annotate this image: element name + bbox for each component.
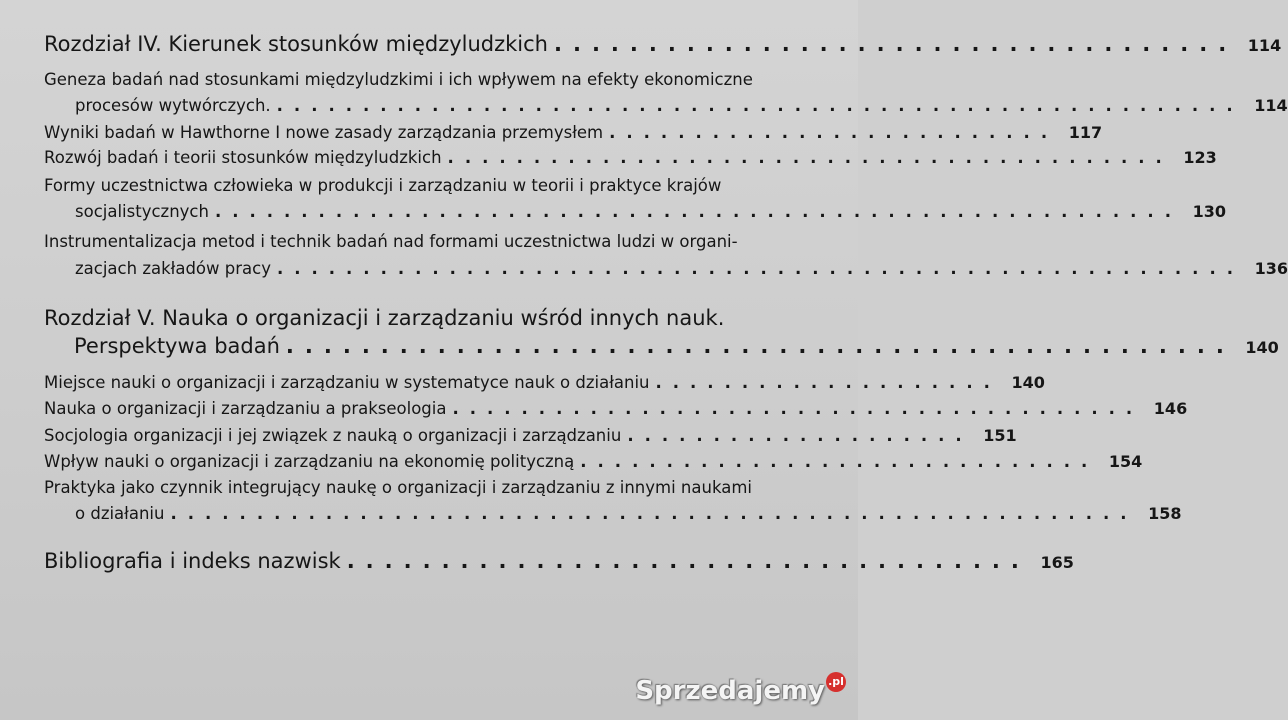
toc-entry-10: [75, 504, 1182, 523]
toc-entry-7-page: 146: [1153, 399, 1188, 418]
chapter-4-page: 114: [1247, 36, 1282, 55]
dot-leader: ........................................................: [170, 504, 1138, 523]
chapter-5-title-line1: Rozdział V. Nauka o organizacji i zarządzaniu wśród innych nauk.: [44, 306, 725, 330]
dot-leader: ........................................: [452, 399, 1144, 418]
chapter-5-heading: [74, 334, 1279, 358]
toc-entry-5-page: 136: [1254, 259, 1288, 278]
watermark-badge: .pl: [826, 672, 846, 692]
bibliography-title: Bibliografia i indeks nazwisk: [44, 549, 341, 573]
dot-leader: ........................................................: [276, 96, 1244, 115]
toc-entry-5-line2: zacjach zakładów pracy: [75, 259, 271, 278]
dot-leader: ....................: [655, 373, 1001, 392]
toc-entry-6: [44, 373, 1045, 392]
toc-entry-1: [75, 96, 1288, 115]
bibliography-page: 165: [1040, 553, 1074, 572]
toc-entry-6-page: 140: [1011, 373, 1045, 392]
toc-entry-9-page: 154: [1108, 452, 1143, 471]
toc-entry-8-title: Socjologia organizacji i jej związek z nauką o organizacji i zarządzaniu: [44, 426, 622, 445]
toc-entry-7: [44, 399, 1188, 418]
toc-entry-2-title: Wyniki badań w Hawthorne I nowe zasady zarządzania przemysłem: [44, 123, 604, 142]
toc-entry-4-page: 130: [1192, 202, 1226, 221]
toc-entry-4: [75, 202, 1226, 221]
bibliography-heading: [44, 549, 1074, 573]
dot-leader: ..................................................: [285, 334, 1235, 358]
toc-entry-8-page: 151: [983, 426, 1017, 445]
toc-entry-6-title: Miejsce nauki o organizacji i zarządzaniu w systematyce nauk o działaniu: [44, 373, 650, 392]
toc-entry-3: [44, 148, 1217, 167]
toc-entry-4-line2: socjalistycznych: [75, 202, 209, 221]
toc-entry-8: [44, 426, 1017, 445]
toc-entry-9: [44, 452, 1143, 471]
toc-entry-1-page: 114: [1254, 96, 1288, 115]
toc-entry-2: [44, 123, 1103, 142]
chapter-4-heading: [44, 32, 1282, 56]
toc-entry-3-title: Rozwój badań i teorii stosunków międzyludzkich: [44, 148, 442, 167]
toc-entry-1-line1: Geneza badań nad stosunkami międzyludzkimi i ich wpływem na efekty ekonomiczne: [44, 70, 753, 89]
toc-entry-10-line2: o działaniu: [75, 504, 165, 523]
sprzedajemy-watermark: [635, 676, 846, 706]
toc-entry-10-line1: Praktyka jako czynnik integrujący naukę o organizacji i zarządzaniu z innymi naukami: [44, 478, 752, 497]
toc-entry-5: [75, 259, 1288, 278]
dot-leader: ........................................................: [214, 202, 1182, 221]
dot-leader: ....................................: [346, 549, 1030, 573]
toc-entry-1-line2: procesów wytwórczych.: [75, 96, 271, 115]
chapter-5-title-line2: Perspektywa badań: [74, 334, 280, 358]
toc-entry-5-line1: Instrumentalizacja metod i technik badań nad formami uczestnictwa ludzi w organi-: [44, 232, 738, 251]
watermark-text: Sprzedajemy: [635, 676, 825, 706]
dot-leader: ..............................: [580, 452, 1099, 471]
dot-leader: ....................................: [554, 32, 1238, 56]
chapter-4-title: Rozdział IV. Kierunek stosunków międzyludzkich: [44, 32, 548, 56]
dot-leader: ....................: [627, 426, 973, 445]
dot-leader: ..........................: [609, 123, 1059, 142]
toc-entry-4-line1: Formy uczestnictwa człowieka w produkcji i zarządzaniu w teorii i praktyce krajów: [44, 176, 722, 195]
toc-entry-10-page: 158: [1148, 504, 1182, 523]
toc-entry-7-title: Nauka o organizacji i zarządzaniu a prakseologia: [44, 399, 447, 418]
dot-leader: ..........................................: [447, 148, 1173, 167]
toc-entry-3-page: 123: [1183, 148, 1217, 167]
dot-leader: ........................................................: [276, 259, 1244, 278]
toc-entry-9-title: Wpływ nauki o organizacji i zarządzaniu na ekonomię polityczną: [44, 452, 575, 471]
chapter-5-page: 140: [1245, 338, 1279, 357]
toc-entry-2-page: 117: [1068, 123, 1103, 142]
